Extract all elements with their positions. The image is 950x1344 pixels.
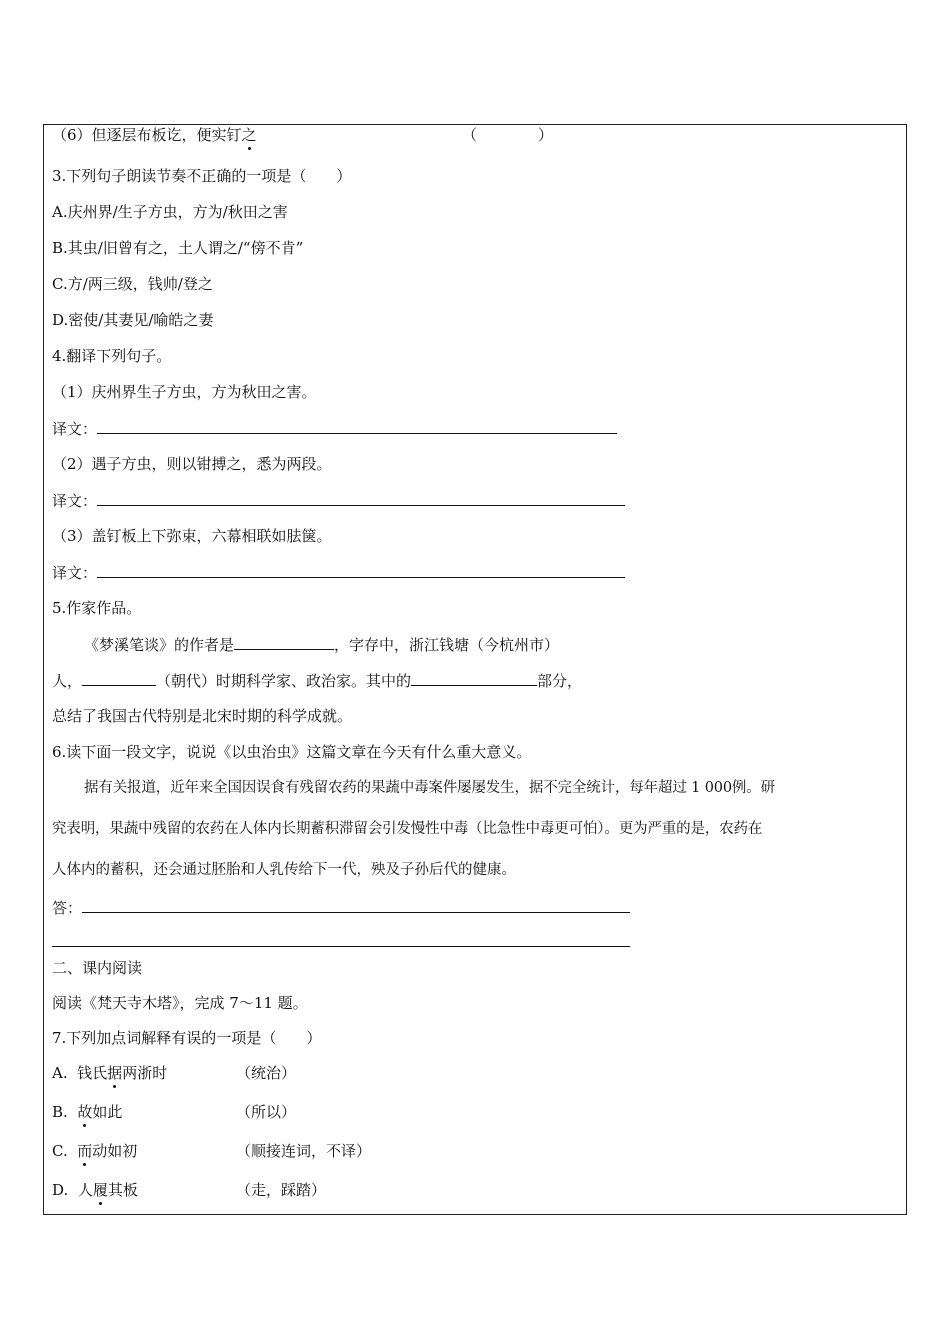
q2-item-6-paren-open: （ (462, 126, 478, 144)
q5-part-3: 人， (52, 672, 83, 690)
q3-option-c: C.方/两三级，钱帅/登之 (52, 275, 213, 293)
q4-translation-2 (52, 490, 625, 511)
q2-item-6 (52, 125, 257, 145)
q7-option-c-explain: （顺接连词，不译） (236, 1142, 372, 1160)
q4-translation-3-label: 译文： (52, 564, 98, 582)
q5-part-2: ，字存中，浙江钱塘（今杭州市） (334, 636, 560, 654)
q7-option-d-before: 人 (77, 1181, 93, 1199)
q5-line-3: 总结了我国古代特别是北宋时期的科学成就。 (52, 707, 353, 725)
q4-translation-2-blank[interactable] (97, 490, 625, 506)
q4-translation-1-label: 译文： (52, 420, 98, 438)
q3-option-d: D.密使/其妻见/喻皓之妻 (52, 311, 214, 329)
q7-option-d-after: 其板 (107, 1181, 138, 1199)
q7-option-b-dotted-word: 故 (77, 1103, 93, 1121)
q7-option-d-explain: （走，踩踏） (236, 1181, 327, 1199)
q6-answer-blank-2[interactable] (52, 946, 630, 947)
q4-sentence-2: （2）遇子方虫，则以钳搏之，悉为两段。 (52, 455, 332, 473)
q2-item-6-text: （6）但逐层布板讫，便实钉 (52, 126, 242, 144)
q5-author-blank[interactable] (234, 634, 334, 650)
q6-answer (52, 897, 630, 918)
q7-option-c-after: 动如初 (92, 1142, 138, 1160)
q3-stem: 3.下列句子朗读节奏不正确的一项是（ ） (52, 167, 352, 185)
q6-answer-blank-1[interactable] (82, 897, 630, 913)
q4-sentence-1: （1）庆州界生子方虫，方为秋田之害。 (52, 383, 317, 401)
q7-option-a-after: 两浙时 (122, 1064, 168, 1082)
q7-option-c (52, 1141, 137, 1161)
q5-part-4: （朝代）时期科学家、政治家。其中的 (156, 672, 412, 690)
q4-translation-3 (52, 562, 625, 583)
q4-sentence-3: （3）盖钉板上下弥束，六幕相联如胠箧。 (52, 527, 332, 545)
q5-line-2 (52, 670, 582, 691)
q6-paragraph-line-3: 人体内的蓄积，还会通过胚胎和人乳传给下一代，殃及子孙后代的健康。 (52, 862, 516, 878)
section-heading: 二、课内阅读 (52, 959, 143, 977)
q6-paragraph-line-1: 据有关报道，近年来全国因误食有残留农药的果蔬中毒案件屡屡发生，据不完全统计，每年超过 1 000例。研 (84, 780, 775, 796)
q7-option-a-explain: （统治） (236, 1064, 297, 1082)
q6-paragraph-line-2: 究表明，果蔬中残留的农药在人体内长期蓄积滞留会引发慢性中毒（比急性中毒更可怕）。更为严重的是，农药在 (52, 821, 763, 837)
q5-part-1: 《梦溪笔谈》的作者是 (84, 636, 235, 654)
q2-item-6-dotted-word: 之 (241, 126, 257, 144)
q2-item-6-paren-close: ） (538, 126, 554, 144)
q7-option-a-dotted-word: 据 (107, 1064, 123, 1082)
q4-stem: 4.翻译下列句子。 (52, 347, 172, 365)
q5-section-blank[interactable] (411, 670, 537, 686)
q7-option-d (52, 1180, 138, 1200)
q5-part-5: 部分， (537, 672, 583, 690)
q7-option-a-before: 钱氏 (77, 1064, 108, 1082)
q4-translation-3-blank[interactable] (97, 562, 625, 578)
q5-line-1 (84, 634, 559, 655)
q4-translation-1-blank[interactable] (97, 418, 617, 434)
q7-option-b (52, 1102, 122, 1122)
q7-option-b-after: 如此 (92, 1103, 123, 1121)
q7-option-d-dotted-word: 履 (92, 1181, 108, 1199)
q4-translation-2-label: 译文： (52, 492, 98, 510)
q6-answer-label: 答： (52, 899, 83, 917)
q7-option-c-dotted-word: 而 (77, 1142, 93, 1160)
q7-option-b-letter: B. (52, 1103, 68, 1121)
q3-option-a: A.庆州界/生子方虫，方为/秋田之害 (52, 203, 288, 221)
q7-stem: 7.下列加点词解释有误的一项是（ ） (52, 1029, 322, 1047)
q7-option-a (52, 1063, 167, 1083)
q3-option-b: B.其虫/旧曾有之，土人谓之/“傍不肯” (52, 239, 304, 257)
q5-stem: 5.作家作品。 (52, 599, 142, 617)
q7-option-c-letter: C. (52, 1142, 68, 1160)
q7-option-a-letter: A. (52, 1064, 68, 1082)
q7-option-d-letter: D. (52, 1181, 69, 1199)
q6-stem: 6.读下面一段文字，说说《以虫治虫》这篇文章在今天有什么重大意义。 (52, 743, 532, 761)
q7-option-b-explain: （所以） (236, 1103, 297, 1121)
q4-translation-1 (52, 418, 617, 439)
section-intro: 阅读《梵天寺木塔》，完成 7～11 题。 (52, 994, 308, 1012)
q5-dynasty-blank[interactable] (82, 670, 156, 686)
